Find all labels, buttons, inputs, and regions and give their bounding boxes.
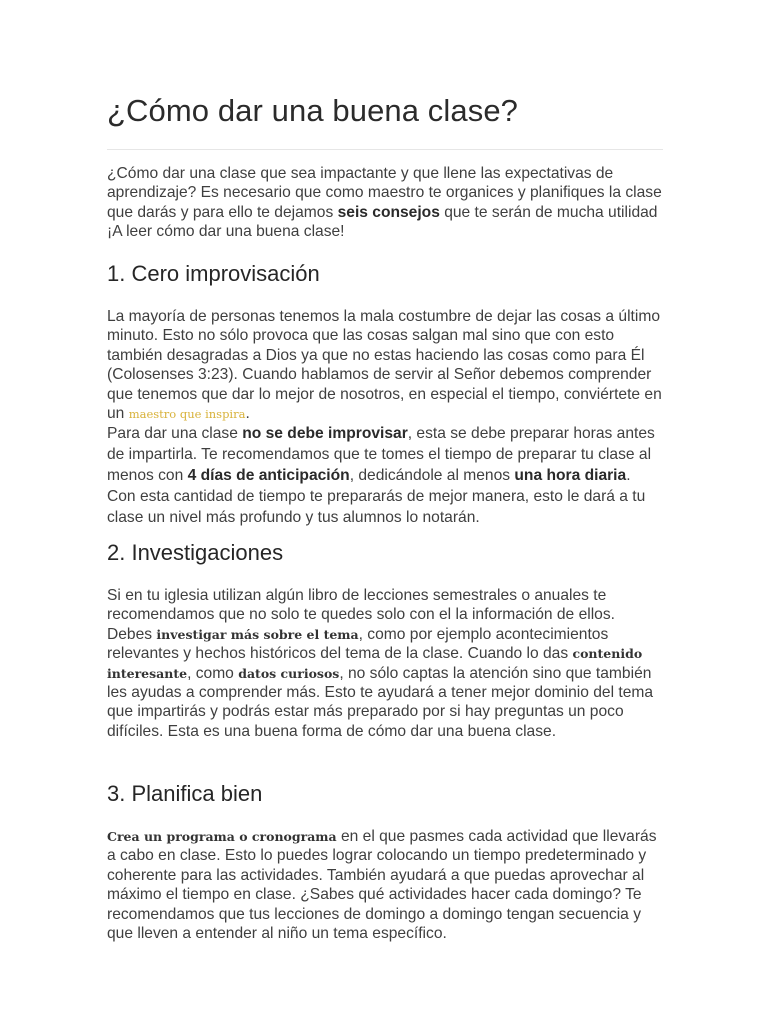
s1-p2-text-2: , esta se debe preparar horas antes de impartirla. Te recomendamos que te tomes el tiempo de preparar tu clase al menos con	[107, 425, 655, 484]
s1-p2-text-1: Para dar una clase	[107, 425, 243, 442]
s1-p2-bold-3: una hora diaria	[514, 467, 627, 484]
s2-bold-2: contenido interesante	[107, 646, 643, 681]
intro-text-1: ¿Cómo dar una clase que sea impactante y que llene las expectativas de aprendizaje? Es necesario que como maestro te organices y planifiques la clase que darás y para ello te dejamos	[107, 165, 662, 221]
maestro-que-inspira-link[interactable]: maestro que inspira	[128, 407, 246, 422]
s2-text-2: , como por ejemplo acontecimientos relevantes y hechos históricos del tema de la clase. Cuando lo das	[107, 625, 609, 663]
s2-bold-1: investigar más sobre el tema	[156, 626, 359, 642]
s1-p2-text-3: , dedicándole al menos	[349, 467, 515, 484]
section-3-paragraph	[107, 827, 663, 943]
intro-paragraph	[107, 164, 663, 242]
section-2-title: 2. Investigaciones	[107, 540, 284, 565]
s2-text-4: , no sólo captas la atención sino que también les ayudas a comprender más. Esto te ayudará a tener mejor dominio del tema que impartirás y podrás estar más preparado por si hay preguntas un poco difíciles. Esta es una buena forma de cómo dar una buena clase.	[107, 664, 654, 740]
section-1-heading	[107, 261, 663, 287]
s2-text-3: , como	[187, 664, 239, 682]
s1-p2-text-4: . Con esta cantidad de tiempo te prepararás de mejor manera, esto le dará a tu clase un nivel más profundo y tus alumnos lo notarán.	[107, 467, 646, 526]
section-3-heading	[107, 781, 663, 807]
s3-bold-1: Crea un programa o cronograma	[107, 829, 337, 844]
page-title: ¿Cómo dar una buena clase?	[107, 93, 519, 128]
section-2-heading	[107, 540, 663, 566]
section-1-title: 1. Cero improvisación	[107, 261, 320, 286]
section-1-paragraph-1	[107, 307, 663, 424]
s2-bold-3: datos curiosos	[238, 665, 340, 681]
section-1-paragraph-2	[107, 423, 663, 528]
s1-p1-end: .	[245, 405, 250, 423]
title-divider	[107, 149, 663, 150]
intro-text-2: que te serán de mucha utilidad ¡A leer cómo dar una buena clase!	[107, 203, 658, 241]
s1-p1-text: La mayoría de personas tenemos la mala costumbre de dejar las cosas a último minuto. Esto no sólo provoca que las cosas salgan mal sino que con esto también desagradas a Dios ya que no estas haciendo las cosas como para Él (Colosenses 3:23). Cuando hablamos de servir al Señor debemos comprender que tenemos que dar lo mejor de nosotros, en especial el tiempo, conviértete en un	[107, 308, 662, 423]
s3-text-1: en el que pasmes cada actividad que llevarás a cabo en clase. Esto lo puedes lograr colocando un tiempo predeterminado y coherente para las actividades. También ayudará a que puedas aprovechar al máximo el tiempo en clase. ¿Sabes qué actividades hacer cada domingo? Te recomendamos que tus lecciones de domingo a domingo tengan secuencia y que lleven a entender al niño un tema específico.	[107, 828, 657, 943]
s2-text-1: Si en tu iglesia utilizan algún libro de lecciones semestrales o anuales te recomendamos que no solo te quedes solo con el la información de ellos. Debes	[107, 587, 615, 643]
s1-p2-bold-2: 4 días de anticipación	[187, 467, 350, 484]
section-2-paragraph	[107, 586, 663, 741]
s1-p2-bold-1: no se debe improvisar	[242, 425, 408, 442]
intro-bold: seis consejos	[337, 203, 440, 221]
section-3-title: 3. Planifica bien	[107, 781, 263, 806]
